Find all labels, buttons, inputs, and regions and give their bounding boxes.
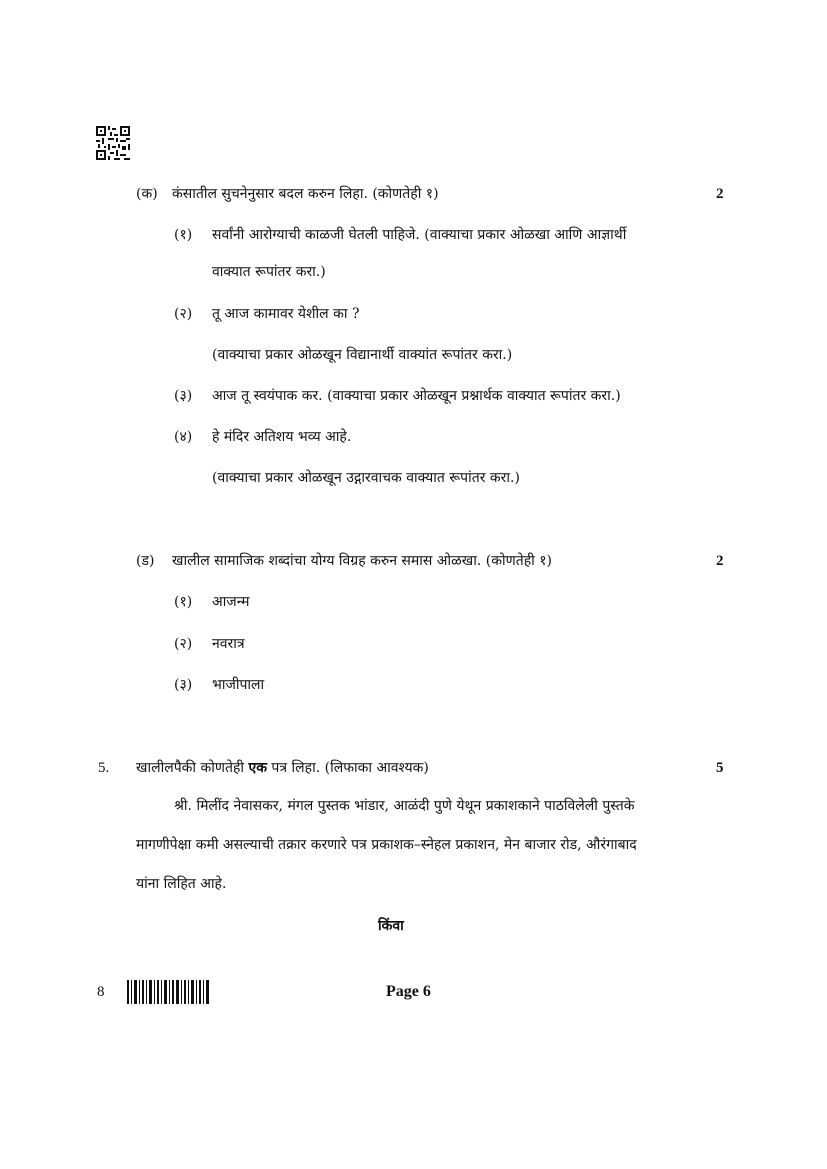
section-k-item-2-number: (२) <box>174 306 193 322</box>
section-k-item-4-line2: (वाक्याचा प्रकार ओळखून उद्गारवाचक वाक्यात रूपांतर करा.) <box>212 470 520 486</box>
footer-code: 8 <box>97 984 105 1000</box>
section-d-item-2-text: नवरात्र <box>212 636 245 652</box>
section-k-item-1-number: (१) <box>174 227 193 243</box>
question-5-instruction-suffix: पत्र लिहा. (लिफाका आवश्यक) <box>271 760 429 776</box>
section-k-marks: 2 <box>716 186 724 202</box>
section-d-item-3-text: भाजीपाला <box>212 677 265 693</box>
section-d-instruction: खालील सामाजिक शब्दांचा योग्य विग्रह करुन समास ओळखा. (कोणतेही १) <box>172 553 552 569</box>
section-d-marks: 2 <box>716 553 724 569</box>
section-k-instruction: कंसातील सुचनेनुसार बदल करुन लिहा. (कोणतेही १) <box>172 186 439 202</box>
section-k-item-4-line1: हे मंदिर अतिशय भव्य आहे. <box>212 429 352 445</box>
section-k-item-3-line1: आज तू स्वयंपाक कर. (वाक्याचा प्रकार ओळखून प्रश्नार्थक वाक्यात रूपांतर करा.) <box>212 388 621 404</box>
section-k-label: (क) <box>136 186 158 202</box>
qr-code-icon <box>96 126 130 160</box>
question-5-marks: 5 <box>716 760 724 776</box>
question-5-instruction-bold: एक <box>248 760 267 776</box>
section-k-item-3-number: (३) <box>174 388 193 404</box>
section-k-item-1-line1: सर्वांनी आरोग्याची काळजी घेतली पाहिजे. (वाक्याचा प्रकार ओळखा आणि आज्ञार्थी <box>212 227 627 243</box>
question-5-paragraph-line2: मागणीपेक्षा कमी असल्याची तक्रार करणारे पत्र प्रकाशक–स्नेहल प्रकाशन, मेन बाजार रोड, औरंगाबाद <box>136 837 637 853</box>
section-d-item-2-number: (२) <box>174 636 193 652</box>
or-separator: किंवा <box>378 918 404 934</box>
page-number: Page 6 <box>386 983 431 1000</box>
section-d-item-3-number: (३) <box>174 677 193 693</box>
section-k-item-1-line2: वाक्यात रूपांतर करा.) <box>212 264 326 280</box>
section-k-item-2-line1: तू आज कामावर येशील का ? <box>212 306 360 322</box>
question-5-instruction <box>136 758 429 778</box>
section-d-label: (ड) <box>136 553 155 569</box>
question-5-number: 5. <box>98 760 110 776</box>
section-k-item-4-number: (४) <box>174 429 193 445</box>
barcode-icon <box>127 980 211 1004</box>
question-5-paragraph-line1: श्री. मिलींद नेवासकर, मंगल पुस्तक भांडार, आळंदी पुणे येथून प्रकाशकाने पाठविलेली पुस्तके <box>174 798 635 814</box>
question-5-instruction-prefix: खालीलपैकी कोणतेही <box>136 760 245 776</box>
section-d-item-1-number: (१) <box>174 594 193 610</box>
section-k-item-2-line2: (वाक्याचा प्रकार ओळखून विद्यानार्थी वाक्यांत रूपांतर करा.) <box>212 347 513 363</box>
section-d-item-1-text: आजन्म <box>212 594 250 610</box>
question-5-paragraph-line3: यांना लिहित आहे. <box>136 876 227 892</box>
